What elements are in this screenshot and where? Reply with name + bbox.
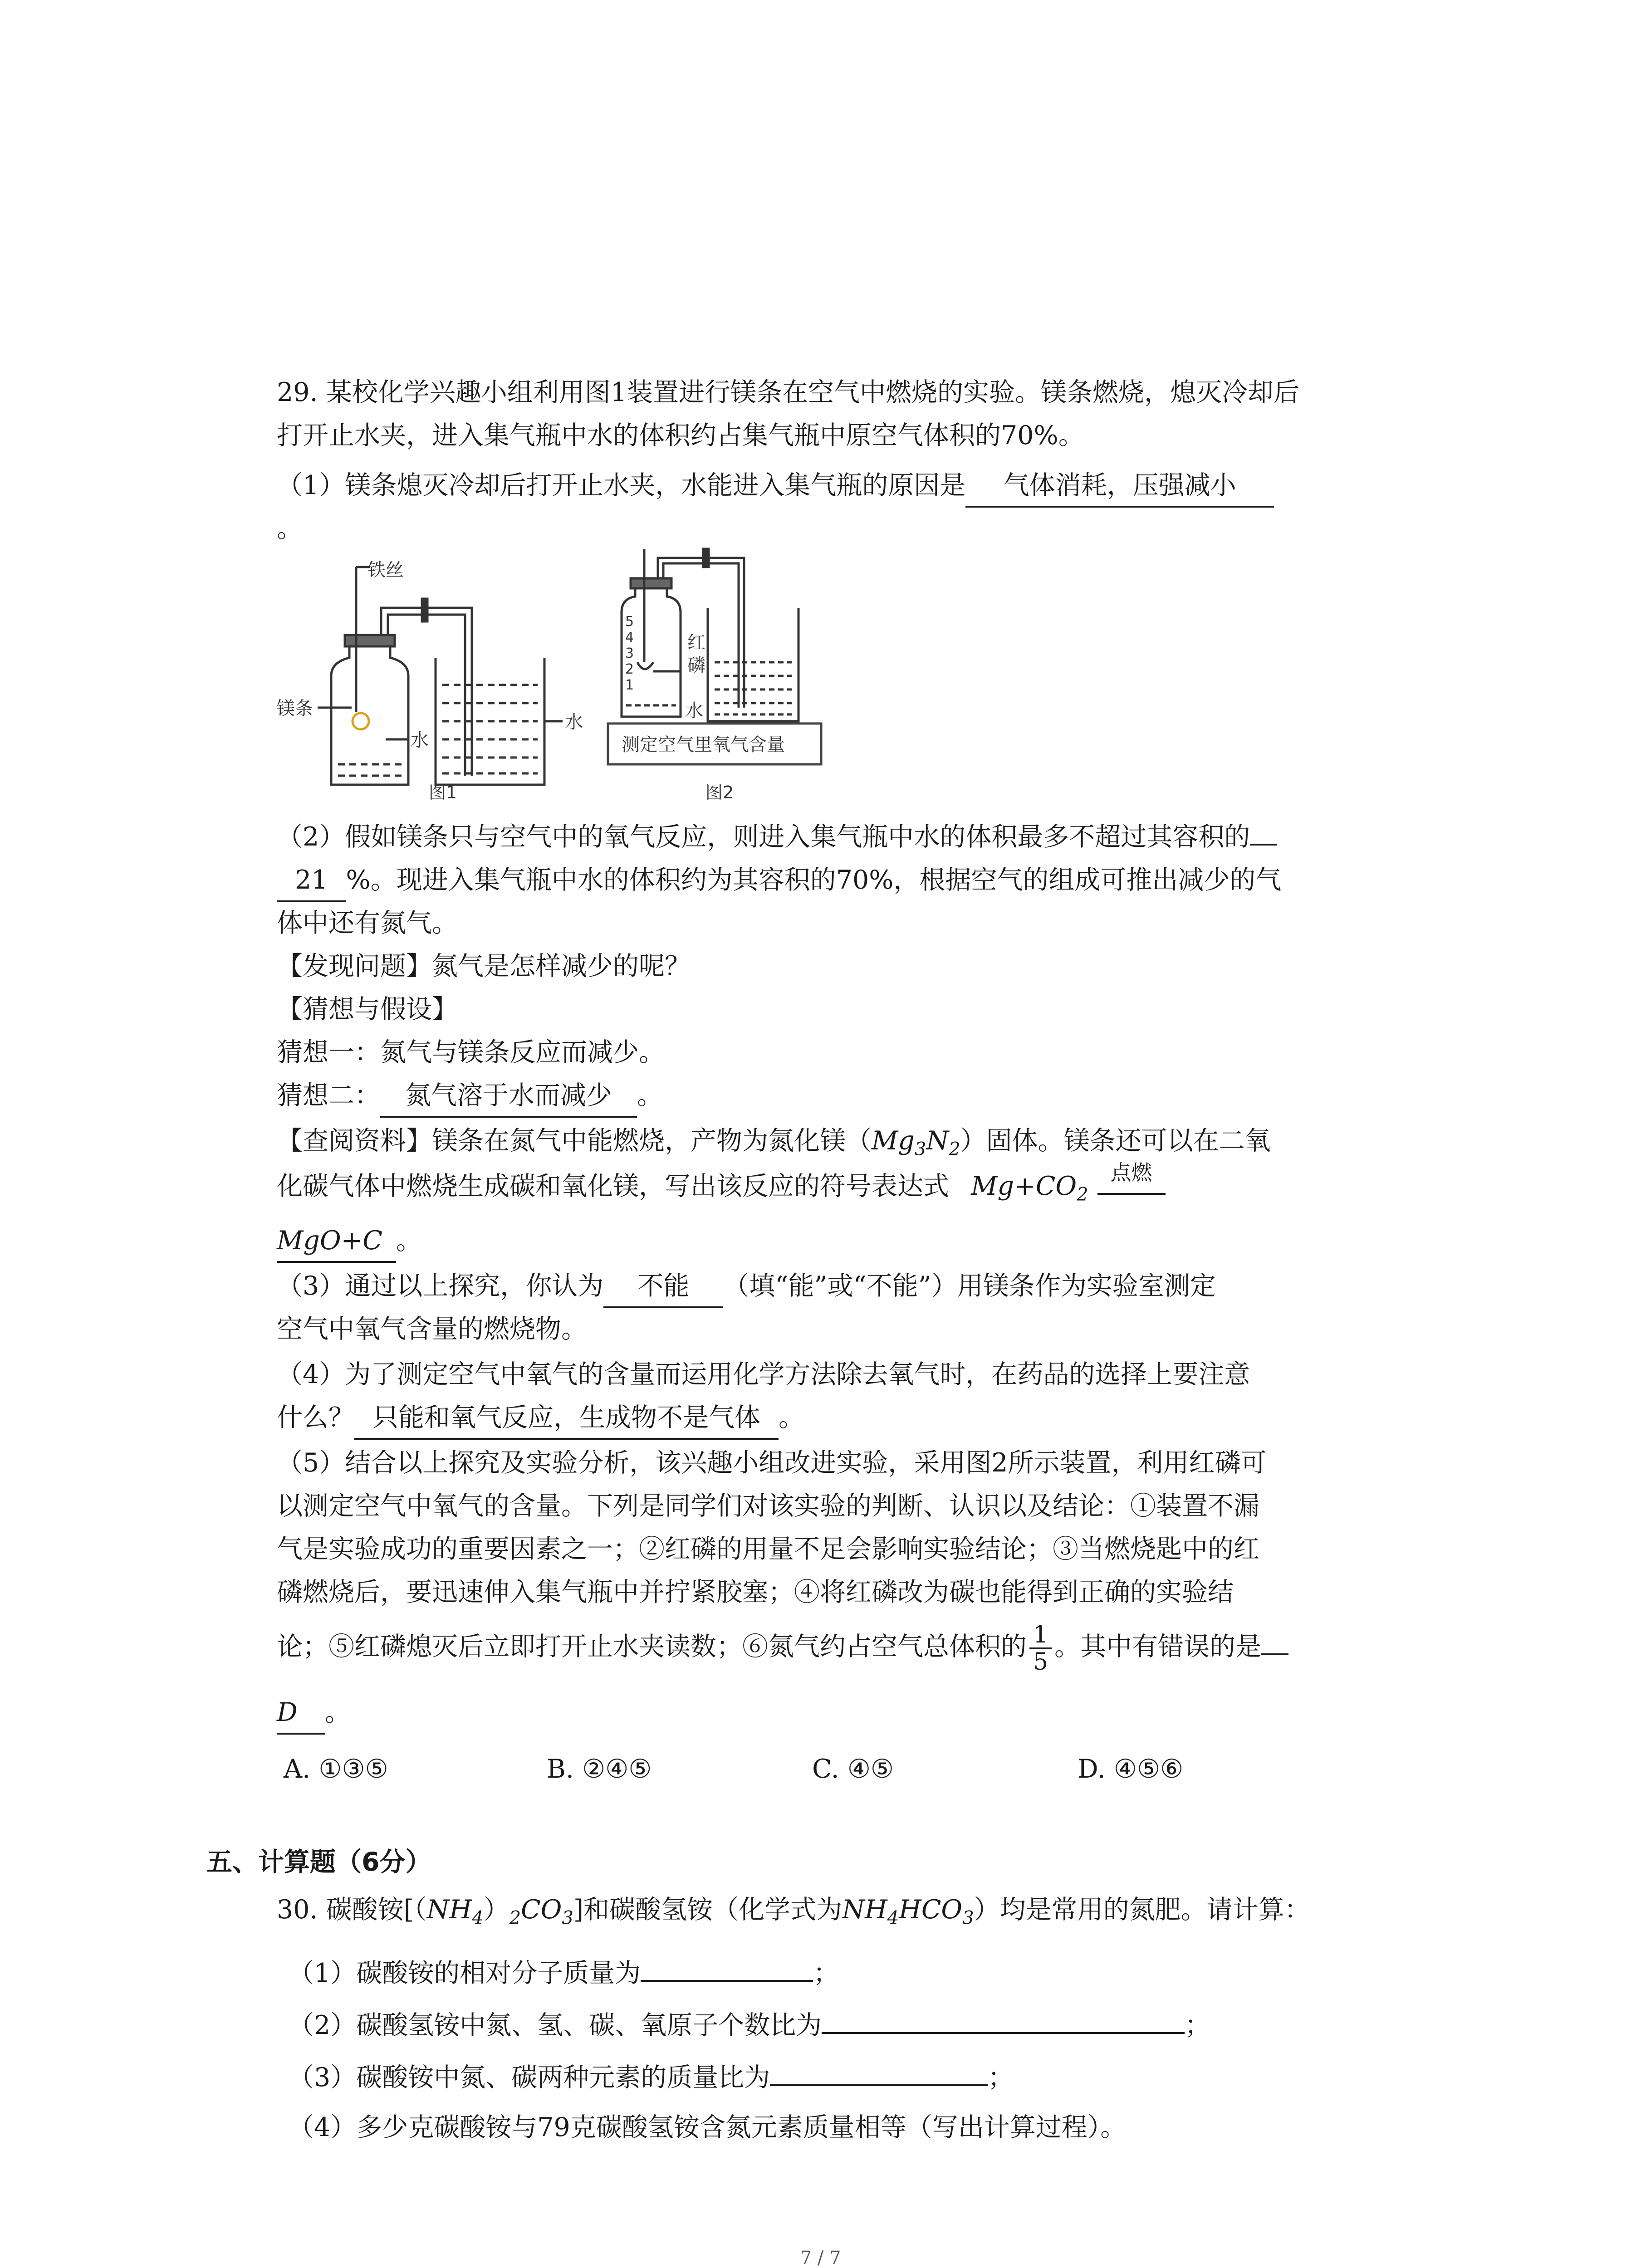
label-shui3: 水 [685, 700, 703, 721]
chayue-text: 【查阅资料】镁条在氮气中能燃烧，产物为氮化镁（ [277, 1126, 872, 1156]
fig2-title: 测定空气里氧气含量 [622, 734, 785, 755]
caixiang-heading: 【猜想与假设】 [277, 994, 458, 1024]
q29-part4-answer: 只能和氧气反应，生成物不是气体 [354, 1397, 779, 1440]
q29-stem-line2: 打开止水夹，进入集气瓶中水的体积约占集气瓶中原空气体积的70%。 [277, 420, 1084, 450]
q30-part2 [288, 2005, 1210, 2046]
option-d: D. ④⑤⑥ [1078, 1754, 1184, 1784]
label-shui2: 水 [565, 712, 583, 733]
q29-part2-text: （2）假如镁条只与空气中的氧气反应，则进入集气瓶中水的体积最多不超过其容积的 [277, 822, 1250, 852]
chayue-text2: ）固体。镁条还可以在二氧 [960, 1126, 1271, 1156]
q30-paren: ） [483, 1895, 509, 1925]
q29-part2-line2 [277, 860, 1281, 902]
q29-part3-line2: 空气中氧气含量的燃烧物。 [277, 1314, 587, 1344]
q30-part3-end: ； [988, 2063, 1014, 2092]
q29-stem-line1: 29. 某校化学兴趣小组利用图1装置进行镁条在空气中燃烧的实验。镁条燃烧，熄灭冷却后 [277, 377, 1300, 407]
q29-part3-text: （3）通过以上探究，你认为 [277, 1271, 604, 1301]
label-meitiao: 镁条 [277, 698, 313, 719]
scale-3: 3 [625, 645, 634, 661]
q30-part2-text: （2）碳酸氢铵中氮、氢、碳、氧原子个数比为 [288, 2010, 822, 2040]
q30-part2-end: ； [1185, 2010, 1211, 2040]
q29-part5-line5 [277, 1617, 1288, 1676]
q29-part4-end: 。 [779, 1403, 804, 1432]
q29-part1-answer: 气体消耗，压强减小 [965, 465, 1274, 508]
q29-part5-line4: 磷燃烧后，要迅速伸入集气瓶中并拧紧胶塞；④将红磷改为碳也能得到正确的实验结 [277, 1577, 1234, 1607]
q30-part1-end: ； [813, 1958, 839, 1988]
q29-part2-line1 [277, 816, 1277, 857]
caixiang-2-answer: 氮气溶于水而减少 [380, 1075, 637, 1118]
q29-part4-text: 什么？ [277, 1403, 354, 1432]
q30-part1-text: （1）碳酸铵的相对分子质量为 [288, 1958, 641, 1988]
caixiang-2-end: 。 [637, 1080, 663, 1110]
scale-5: 5 [625, 614, 634, 630]
faxian-wenti: 【发现问题】氮气是怎样减少的呢？ [277, 951, 691, 981]
scale-4: 4 [625, 630, 634, 645]
q30-nh2-sub: 4 [887, 1907, 899, 1929]
equation-condition [1097, 1160, 1166, 1207]
q30-part3 [288, 2057, 1014, 2098]
section-title: 五、计算题（6分） [206, 1847, 431, 1877]
q29-part5-answer: D [277, 1692, 325, 1735]
apparatus-figure [272, 540, 862, 803]
fraction-one-fifth [1029, 1622, 1052, 1675]
caixiang-1: 猜想一：氮气与镁条反应而减少。 [277, 1037, 665, 1067]
q30-sub2: 2 [509, 1907, 521, 1929]
q30-nh: NH [426, 1895, 472, 1925]
q30-co-sub: 3 [562, 1907, 573, 1929]
eq-end: 。 [396, 1226, 422, 1256]
eq-left-text: Mg+CO [971, 1171, 1077, 1201]
label-tiesi: 铁丝 [367, 560, 404, 581]
q30-stem-mid: ]和碳酸氢铵（化学式为 [573, 1895, 843, 1925]
q29-part3-line1 [277, 1266, 1216, 1308]
q29-part5-line1: （5）结合以上探究及实验分析，该兴趣小组改进实验，采用图2所示装置，利用红磷可 [277, 1448, 1267, 1478]
chayue-line2 [277, 1160, 1170, 1215]
page-number: 7 / 7 [800, 2248, 841, 2268]
option-c: C. ④⑤ [812, 1754, 894, 1784]
equation-right: MgO+C [277, 1220, 396, 1263]
q29-part1-end: 。 [277, 513, 303, 543]
formula-mg: Mg [872, 1126, 915, 1156]
q29-part2-text2: %。现进入集气瓶中水的体积约为其容积的70%，根据空气的组成可推出减少的气 [346, 865, 1282, 895]
q30-nh-sub: 4 [472, 1907, 484, 1929]
q29-part5-answer-line [277, 1692, 351, 1735]
fraction-denominator: 5 [1033, 1648, 1048, 1676]
q29-part2-blank-start [1250, 816, 1277, 846]
q29-part2-line3: 体中还有氮气。 [277, 908, 458, 938]
q30-part1-blank[interactable] [641, 1953, 813, 1982]
q30-part3-text: （3）碳酸铵中氮、碳两种元素的质量比为 [288, 2063, 770, 2092]
q29-part5-text5b: 。其中有错误的是 [1054, 1632, 1262, 1662]
q29-part4-line2 [277, 1397, 804, 1440]
caixiang-2 [277, 1075, 663, 1118]
scale-2: 2 [625, 661, 634, 677]
label-honglin-2: 磷 [687, 655, 705, 676]
q30-co: CO [521, 1895, 562, 1925]
label-honglin-1: 红 [687, 632, 705, 653]
fraction-numerator: 1 [1029, 1622, 1052, 1649]
q30-part4: （4）多少克碳酸铵与79克碳酸氢铵含氮元素质量相等（写出计算过程）。 [288, 2112, 1127, 2142]
caixiang-2-label: 猜想二： [277, 1080, 380, 1110]
q29-part3-text2: （填“能”或“不能”）用镁条作为实验室测定 [723, 1271, 1216, 1301]
q29-part5-line2: 以测定空气中氧气的含量。下列是同学们对该实验的判断、认识以及结论：①装置不漏 [277, 1491, 1259, 1521]
q29-part1 [277, 465, 1274, 508]
q30-hco-sub: 3 [962, 1907, 974, 1929]
q29-part4-line1: （4）为了测定空气中氧气的含量而运用化学方法除去氧气时，在药品的选择上要注意 [277, 1359, 1250, 1389]
eq-cond-text: 点燃 [1110, 1160, 1152, 1185]
q29-part3-answer: 不能 [603, 1266, 723, 1308]
fig2-caption: 图2 [705, 782, 734, 802]
q30-stem [277, 1889, 1310, 1938]
equation-left [957, 1166, 1092, 1215]
q30-stem-post: ）均是常用的氮肥。请计算： [974, 1895, 1310, 1925]
q30-hco: HCO [899, 1895, 963, 1925]
scale-1: 1 [625, 677, 634, 693]
formula-sub2: 2 [949, 1139, 960, 1160]
equation-right-line [277, 1220, 422, 1263]
formula-n: N [926, 1126, 949, 1156]
fig1-stopper [345, 635, 395, 646]
formula-sub3: 3 [914, 1139, 926, 1160]
q29-part2-answer: 21 [277, 860, 346, 902]
fig1-caption: 图1 [429, 782, 457, 802]
fig2-spoon [637, 662, 653, 669]
option-a: A. ①③⑤ [284, 1754, 388, 1784]
q29-part1-text: （1）镁条熄灭冷却后打开止水夹，水能进入集气瓶的原因是 [277, 470, 966, 500]
q29-part5-end: 。 [324, 1697, 351, 1727]
q30-nh2: NH [842, 1895, 887, 1925]
q29-part5-line3: 气是实验成功的重要因素之一；②红磷的用量不足会影响实验结论；③当燃烧匙中的红 [277, 1534, 1259, 1564]
eq-left-sub: 2 [1077, 1184, 1088, 1205]
option-b: B. ②④⑤ [547, 1754, 652, 1784]
chayue-line2-text: 化碳气体中燃烧生成碳和氧化镁，写出该反应的符号表达式 [277, 1171, 949, 1201]
q30-part2-blank[interactable] [822, 2005, 1185, 2034]
eq-arrow [1097, 1193, 1166, 1195]
q30-part1 [288, 1953, 839, 1994]
q29-part5-text5: 论；⑤红磷熄灭后立即打开止水夹读数；⑥氮气约占空气总体积的 [277, 1632, 1027, 1662]
q29-part5-blank-start [1261, 1626, 1288, 1655]
label-shui1: 水 [411, 730, 429, 751]
q30-stem-pre: 30. 碳酸铵[（ [277, 1895, 427, 1925]
q30-part3-blank[interactable] [770, 2057, 988, 2086]
